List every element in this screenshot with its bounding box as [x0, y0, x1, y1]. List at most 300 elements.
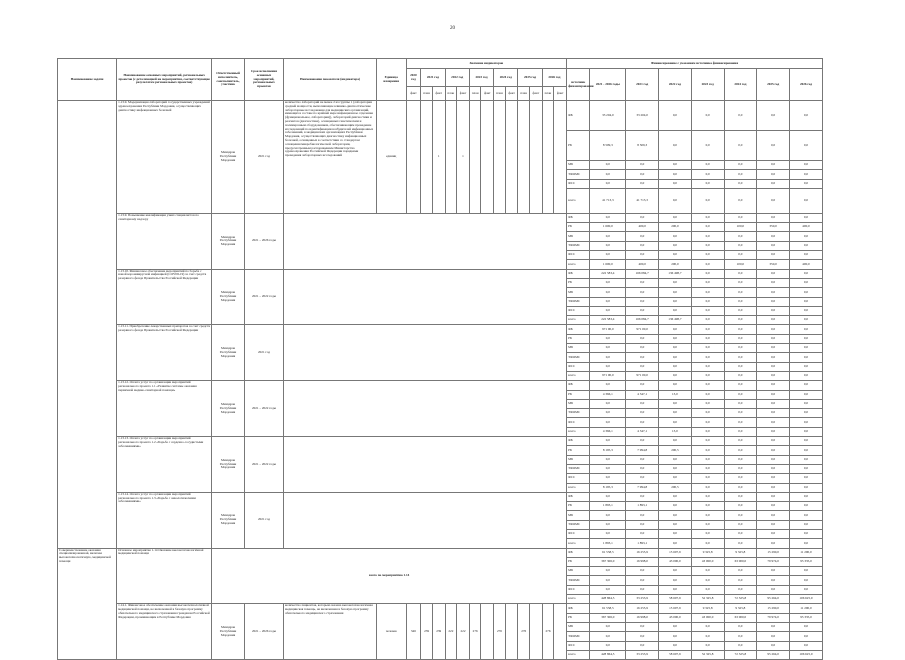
- unit-cell: единиц: [376, 101, 406, 214]
- fund-value: 4 366,1: [590, 390, 626, 399]
- executor-cell: Минздрав Республики Мордовия: [212, 381, 245, 437]
- fund-value: 16 255,9: [626, 604, 659, 613]
- fund-value: 0,0: [724, 269, 757, 278]
- header-funding-group: Финансирование с указанием источника финансирования: [567, 59, 823, 69]
- fund-value: 0,0: [789, 101, 822, 131]
- fund-value: 0,0: [789, 632, 822, 641]
- fund-value: 400,0: [789, 260, 822, 269]
- fund-value: 0,0: [724, 362, 757, 371]
- source-label: РБ: [567, 223, 590, 232]
- indicator-value: 1: [432, 101, 445, 214]
- fund-value: 0,0: [757, 437, 790, 446]
- source-label: всего: [567, 650, 590, 659]
- fund-value: 0,0: [789, 344, 822, 353]
- source-label: ФСС: [567, 529, 590, 538]
- fund-value: 0,0: [724, 622, 757, 631]
- table-row: [58, 325, 823, 334]
- fund-value: 0,0: [659, 170, 692, 179]
- source-label: ФСС: [567, 474, 590, 483]
- fund-value: 0,0: [789, 131, 822, 161]
- fund-value: 0,0: [691, 585, 724, 594]
- header-task: Наименование задачи: [58, 59, 117, 101]
- fund-value: 0,0: [789, 297, 822, 306]
- fund-value: 0,0: [659, 325, 692, 334]
- indicator-empty: [284, 437, 567, 493]
- header-plan: план: [469, 87, 481, 101]
- fund-value: 0,0: [724, 492, 757, 501]
- fund-value: 0,0: [724, 278, 757, 287]
- fund-value: 0,0: [590, 437, 626, 446]
- fund-value: 0,0: [691, 316, 724, 325]
- fund-value: 0,0: [691, 101, 724, 131]
- fund-value: 106 625,0: [789, 595, 822, 604]
- fund-value: 0,0: [789, 188, 822, 213]
- indicator-value: 276: [518, 604, 530, 660]
- fund-value: 0,0: [724, 353, 757, 362]
- fund-value: 0,0: [757, 464, 790, 473]
- fund-value: 0,0: [789, 399, 822, 408]
- fund-value: 0,0: [590, 622, 626, 631]
- source-label: РБ: [567, 557, 590, 566]
- indicator-value: [530, 101, 543, 214]
- fund-value: 0,0: [757, 232, 790, 241]
- header-executor: Ответственный исполнитель, соисполнитель, участник: [212, 59, 245, 101]
- fund-value: 16 998,0: [626, 613, 659, 622]
- fund-value: 0,0: [691, 381, 724, 390]
- fund-value: 0,0: [757, 316, 790, 325]
- fund-value: 0,0: [590, 306, 626, 315]
- indicator-value: [494, 101, 506, 214]
- fund-value: 0,0: [590, 492, 626, 501]
- fund-value: 0,0: [659, 381, 692, 390]
- fund-value: 0,0: [691, 232, 724, 241]
- fund-value: 0,0: [691, 511, 724, 520]
- source-label: МБ: [567, 511, 590, 520]
- fund-value: 0,0: [724, 232, 757, 241]
- fund-value: 400,0: [626, 223, 659, 232]
- fund-value: 0,0: [789, 213, 822, 222]
- fund-value: 0,0: [757, 446, 790, 455]
- fund-value: 0,0: [757, 362, 790, 371]
- fund-value: 41 713,3: [626, 188, 659, 213]
- table-row: [58, 269, 823, 278]
- fund-value: 100,0: [724, 223, 757, 232]
- fund-value: 15 607,9: [659, 604, 692, 613]
- fund-value: 0,0: [626, 567, 659, 576]
- fund-value: 0,0: [659, 179, 692, 188]
- fund-value: 0,0: [590, 399, 626, 408]
- fund-value: 0,0: [659, 101, 692, 131]
- fund-value: 0,0: [691, 269, 724, 278]
- fund-value: 0,0: [789, 502, 822, 511]
- fund-value: 0,0: [691, 306, 724, 315]
- fund-value: 0,0: [626, 334, 659, 343]
- fund-value: 0,0: [691, 223, 724, 232]
- fund-value: 0,0: [724, 390, 757, 399]
- fund-value: 0,0: [789, 325, 822, 334]
- fund-value: 0,0: [789, 622, 822, 631]
- fund-value: 0,0: [590, 632, 626, 641]
- fund-value: 0,0: [590, 464, 626, 473]
- indicator-value: 276: [542, 604, 554, 660]
- indicator-cell: количество пациентов, которым оказана высокотехнологичная медицинская помощь, не включенная в базовую программу обязательного медицинского страхования: [284, 604, 377, 660]
- fund-value: 0,0: [724, 344, 757, 353]
- fund-value: 0,0: [626, 362, 659, 371]
- fund-value: 0,0: [691, 188, 724, 213]
- fund-value: 0,0: [757, 474, 790, 483]
- fund-value: 0,0: [757, 511, 790, 520]
- fund-value: 0,0: [789, 269, 822, 278]
- header-year: 2026 год: [542, 69, 566, 87]
- fund-value: 0,0: [626, 297, 659, 306]
- fund-value: 0,0: [724, 632, 757, 641]
- source-label: ТФОМС: [567, 464, 590, 473]
- fund-value: 0,0: [659, 622, 692, 631]
- fund-value: 0,0: [724, 427, 757, 436]
- fund-value: 971 00,0: [590, 325, 626, 334]
- fund-value: 0,0: [626, 399, 659, 408]
- fund-value: 0,0: [789, 641, 822, 650]
- fund-value: 0,0: [757, 576, 790, 585]
- executor-cell: Минздрав Республики Мордовия: [212, 492, 245, 548]
- fund-value: 0,0: [724, 325, 757, 334]
- fund-value: 58 607,9: [659, 595, 692, 604]
- header-row: [58, 59, 823, 69]
- fund-value: 0,0: [724, 334, 757, 343]
- table-row: [58, 548, 823, 557]
- fund-value: 16 998,0: [626, 557, 659, 566]
- source-label: МБ: [567, 399, 590, 408]
- fund-value: 0,0: [757, 567, 790, 576]
- fund-value: 0,0: [789, 464, 822, 473]
- fund-value: 63 000,0: [724, 613, 757, 622]
- fund-value: 0,0: [789, 511, 822, 520]
- fund-value: 0,0: [590, 381, 626, 390]
- fund-value: 0,0: [626, 576, 659, 585]
- indicator-value: [505, 101, 518, 214]
- fund-value: 0,0: [626, 511, 659, 520]
- program-table: [57, 58, 823, 660]
- source-label: всего: [567, 483, 590, 492]
- fund-value: 0,0: [757, 427, 790, 436]
- table-row: [58, 101, 823, 131]
- fund-value: 8 195,3: [590, 446, 626, 455]
- fund-value: 0,0: [626, 232, 659, 241]
- fund-value: 0,0: [659, 464, 692, 473]
- fund-value: 0,0: [789, 381, 822, 390]
- fund-value: 0,0: [789, 437, 822, 446]
- indicator-empty: [284, 269, 567, 325]
- fund-value: 79 974,0: [757, 557, 790, 566]
- fund-value: 0,0: [691, 483, 724, 492]
- fund-value: 0,0: [659, 334, 692, 343]
- fund-value: 350,0: [757, 260, 790, 269]
- indicator-value: [505, 604, 518, 660]
- executor-cell: Минздрав Республики Мордовия: [212, 325, 245, 381]
- header-source: источник финансирования: [567, 69, 590, 101]
- fund-value: 0,0: [724, 446, 757, 455]
- fund-value: 0,0: [757, 381, 790, 390]
- source-label: ФБ: [567, 101, 590, 131]
- fund-value: 0,0: [659, 251, 692, 260]
- fund-value: 0,0: [757, 390, 790, 399]
- fund-value: 0,0: [757, 371, 790, 380]
- fund-value: 0,0: [724, 179, 757, 188]
- fund-value: 0,0: [691, 464, 724, 473]
- fund-value: 0,0: [724, 101, 757, 131]
- header-fact: факт: [432, 87, 445, 101]
- table-row: [58, 492, 823, 501]
- fund-value: 0,0: [691, 161, 724, 170]
- fund-value: 136 498,7: [659, 269, 692, 278]
- fund-value: 0,0: [724, 409, 757, 418]
- fund-value: 0,0: [626, 344, 659, 353]
- source-label: РБ: [567, 502, 590, 511]
- fund-value: 0,0: [590, 474, 626, 483]
- fund-value: 0,0: [590, 344, 626, 353]
- fund-value: 9 325,8: [724, 548, 757, 557]
- fund-value: 0,0: [659, 241, 692, 250]
- source-label: всего: [567, 316, 590, 325]
- fund-value: 0,0: [789, 371, 822, 380]
- fund-value: 200,0: [659, 223, 692, 232]
- header-year: 2025 год: [518, 69, 542, 87]
- activity-cell: 1.13.9. Модернизация лабораторий государственных учреждений здравоохранения Республики Мордовия, осуществляющих диагностику инфекционных болезней: [117, 101, 212, 214]
- fund-value: 9 325,8: [691, 604, 724, 613]
- source-label: всего: [567, 539, 590, 548]
- fund-value: 0,0: [724, 288, 757, 297]
- indicator-value: [469, 101, 481, 214]
- fund-value: 428 864,5: [590, 650, 626, 659]
- fund-value: 0,0: [691, 353, 724, 362]
- indicator-value: 346: [406, 604, 421, 660]
- header-fund-year: 2024 год: [724, 69, 757, 101]
- fund-value: 0,0: [659, 641, 692, 650]
- fund-value: 0,0: [789, 418, 822, 427]
- source-label: ФБ: [567, 437, 590, 446]
- fund-value: 15 607,9: [659, 548, 692, 557]
- fund-value: 0,0: [757, 622, 790, 631]
- fund-value: 0,0: [724, 502, 757, 511]
- source-label: ФСС: [567, 418, 590, 427]
- fund-value: 0,0: [757, 409, 790, 418]
- fund-value: 0,0: [659, 306, 692, 315]
- fund-value: 1 893,1: [590, 502, 626, 511]
- fund-value: 0,0: [724, 316, 757, 325]
- fund-value: 0,0: [659, 188, 692, 213]
- fund-value: 0,0: [724, 520, 757, 529]
- header-values-group: Значение индикаторов: [406, 59, 567, 69]
- fund-value: 106 625,0: [789, 650, 822, 659]
- fund-value: 0,0: [724, 511, 757, 520]
- fund-value: 971 00,0: [626, 371, 659, 380]
- fund-value: 0,0: [691, 325, 724, 334]
- fund-value: 0,0: [626, 641, 659, 650]
- fund-value: 1 893,1: [626, 502, 659, 511]
- fund-value: 0,0: [724, 529, 757, 538]
- fund-value: 0,0: [757, 344, 790, 353]
- fund-value: 0,0: [590, 334, 626, 343]
- fund-value: 0,0: [626, 161, 659, 170]
- fund-value: 0,0: [691, 251, 724, 260]
- fund-value: 0,0: [691, 632, 724, 641]
- fund-value: 0,0: [757, 418, 790, 427]
- fund-value: 8 509,3: [626, 131, 659, 161]
- fund-value: 0,0: [691, 179, 724, 188]
- source-label: ТФОМС: [567, 632, 590, 641]
- header-plan: план: [542, 87, 554, 101]
- source-label: МБ: [567, 288, 590, 297]
- executor-cell: Минздрав Республики Мордовия: [212, 269, 245, 325]
- fund-value: 0,0: [757, 353, 790, 362]
- fund-value: 33 204,0: [626, 101, 659, 131]
- fund-value: 15 290,0: [757, 548, 790, 557]
- activity-cell: 1.13.11. Приобретение лекарственных препаратов за счет средств резервного фонда Правительства Российской Федерации: [117, 325, 212, 381]
- header-plan: план: [494, 87, 506, 101]
- fund-value: 0,0: [724, 381, 757, 390]
- fund-value: 350,0: [757, 223, 790, 232]
- fund-value: 61 558,5: [590, 604, 626, 613]
- fund-value: 33 253,9: [626, 595, 659, 604]
- fund-value: 0,0: [757, 520, 790, 529]
- fund-value: 0,0: [659, 161, 692, 170]
- source-label: ФСС: [567, 362, 590, 371]
- fund-value: 0,0: [757, 188, 790, 213]
- fund-value: 0,0: [659, 632, 692, 641]
- fund-value: 0,0: [659, 278, 692, 287]
- fund-value: 0,0: [626, 585, 659, 594]
- fund-value: 0,0: [757, 502, 790, 511]
- fund-value: 0,0: [757, 179, 790, 188]
- fund-value: 8 509,3: [590, 131, 626, 161]
- fund-value: 0,0: [789, 529, 822, 538]
- fund-value: 33 204,0: [590, 101, 626, 131]
- source-label: ФСС: [567, 179, 590, 188]
- fund-value: 0,0: [659, 362, 692, 371]
- deadline-cell: 2021 – 2026 годы: [244, 604, 283, 660]
- fund-value: 52 325,8: [691, 650, 724, 659]
- executor-cell: Минздрав Республики Мордовия: [212, 101, 245, 214]
- source-label: РБ: [567, 613, 590, 622]
- table-row: [58, 604, 823, 613]
- source-label: ТФОМС: [567, 241, 590, 250]
- fund-value: 0,0: [757, 170, 790, 179]
- activity-cell: 1.13.9. Повышение квалификации узких специалистов по санитарному надзору: [117, 213, 212, 269]
- fund-value: 0,0: [789, 179, 822, 188]
- deadline-cell: 2021 – 2022 годы: [244, 381, 283, 437]
- executor-cell: Минздрав Республики Мордовия: [212, 213, 245, 269]
- fund-value: 0,0: [659, 567, 692, 576]
- source-label: ФБ: [567, 381, 590, 390]
- fund-value: 0,0: [691, 334, 724, 343]
- executor-cell: Минздрав Республики Мордовия: [212, 604, 245, 660]
- fund-value: 0,0: [626, 241, 659, 250]
- source-label: ТФОМС: [567, 170, 590, 179]
- fund-value: 0,0: [691, 622, 724, 631]
- fund-value: 0,0: [590, 353, 626, 362]
- fund-value: 0,0: [757, 288, 790, 297]
- fund-value: 971 00,0: [590, 371, 626, 380]
- fund-value: 0,0: [724, 131, 757, 161]
- fund-value: 0,0: [590, 213, 626, 222]
- fund-value: 4 347,1: [626, 427, 659, 436]
- fund-value: 0,0: [789, 539, 822, 548]
- indicator-value: 222: [457, 604, 470, 660]
- indicator-value: 239: [421, 604, 433, 660]
- fund-value: 0,0: [724, 188, 757, 213]
- fund-value: 95 264,0: [757, 595, 790, 604]
- fund-value: 0,0: [757, 269, 790, 278]
- indicator-value: [542, 101, 554, 214]
- fund-value: 0,0: [659, 297, 692, 306]
- fund-value: 0,0: [789, 232, 822, 241]
- activity-cell: 1.14.1. Финансовое обеспечение оказания высокотехнологичной медицинской помощи, не включенной в базовую программу обязательного медицинского страхования гражданам Российской Федерации, проживающим в Республике Мордовия: [117, 604, 212, 660]
- fund-value: 0,0: [724, 576, 757, 585]
- fund-value: 0,0: [789, 161, 822, 170]
- source-label: ТФОМС: [567, 576, 590, 585]
- fund-value: 33 253,9: [626, 650, 659, 659]
- fund-value: 0,0: [590, 297, 626, 306]
- fund-value: 0,0: [590, 161, 626, 170]
- fund-value: 0,0: [691, 567, 724, 576]
- fund-value: 0,0: [659, 418, 692, 427]
- indicator-cell: количество лабораторий не менее 2 из группы 1 (лаборатории средней мощности, выполняющие клинико-диагностические лабораторные исследования для медицинских организаций, имеющих в составе по крайней мере инфекционное отделение (функциональное, лаборатории)), лабораторий диагностики и реагентов (диагностика), оснащенных генетическим и полимеразным оборудованием, обеспечивающим проведение исследований по идентификации возбудителей инфекционных заболеваний, в медицинских организациях Республики Мордовия, осуществляющих диагностику инфекционных болезней, оснащенных в соответствии со стандартом оснащения микробиологической лаборатории, предусмотренным распоряжением Министерства здравоохранения Российской Федерации порядками проведения лабораторных исследований: [284, 101, 377, 214]
- fund-value: 0,0: [590, 418, 626, 427]
- fund-value: 0,0: [724, 437, 757, 446]
- fund-value: 0,0: [626, 306, 659, 315]
- header-fact: факт: [505, 87, 518, 101]
- table-row: [58, 381, 823, 390]
- fund-value: 9 325,8: [691, 548, 724, 557]
- fund-value: 7 994,8: [626, 483, 659, 492]
- source-label: ФСС: [567, 585, 590, 594]
- deadline-cell: 2021 год: [244, 325, 283, 381]
- source-label: ФБ: [567, 548, 590, 557]
- indicator-value: 222: [445, 604, 457, 660]
- fund-value: 0,0: [626, 622, 659, 631]
- fund-value: 136 498,7: [659, 316, 692, 325]
- fund-value: 0,0: [789, 362, 822, 371]
- source-label: МБ: [567, 622, 590, 631]
- fund-value: 1 600,0: [590, 260, 626, 269]
- fund-value: 0,0: [691, 520, 724, 529]
- fund-value: 166 084,7: [626, 316, 659, 325]
- fund-value: 0,0: [757, 585, 790, 594]
- fund-value: 0,0: [659, 492, 692, 501]
- fund-value: 0,0: [789, 334, 822, 343]
- fund-value: 0,0: [691, 576, 724, 585]
- fund-value: 400,0: [789, 223, 822, 232]
- fund-value: 0,0: [724, 455, 757, 464]
- header-fund-year: 2025 год: [757, 69, 790, 101]
- fund-value: 0,0: [659, 511, 692, 520]
- header-year: 2023 год: [469, 69, 493, 87]
- fund-value: 0,0: [659, 539, 692, 548]
- fund-value: 0,0: [626, 632, 659, 641]
- source-label: ФСС: [567, 306, 590, 315]
- fund-value: 0,0: [789, 278, 822, 287]
- activity-cell: 1.13.10. Финансовое обеспечение мероприятий по борьбе с новой коронавирусной инфекцией (COVID-19) за счет средств резервного фонда Правительства Российской Федерации: [117, 269, 212, 325]
- fund-value: 0,0: [626, 179, 659, 188]
- source-label: РБ: [567, 446, 590, 455]
- fund-value: 0,0: [789, 390, 822, 399]
- fund-value: 0,0: [789, 251, 822, 260]
- fund-value: 0,0: [626, 437, 659, 446]
- fund-value: 95 335,0: [789, 557, 822, 566]
- fund-value: 52 325,8: [691, 595, 724, 604]
- fund-value: 367 306,0: [590, 613, 626, 622]
- fund-value: 0,0: [724, 306, 757, 315]
